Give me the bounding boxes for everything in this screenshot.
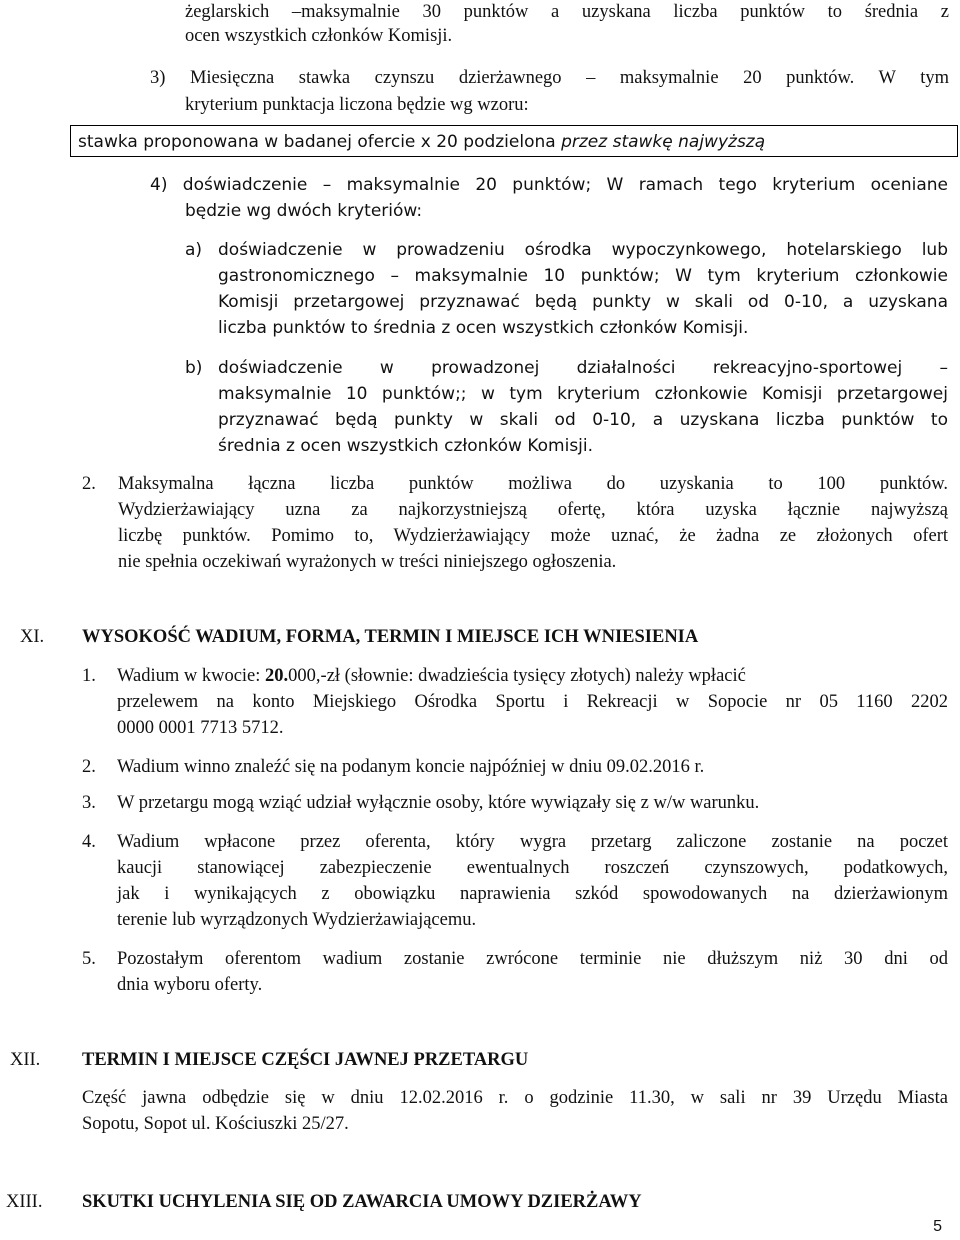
xi-item-3-number: 3. (82, 793, 96, 813)
criterion-4-line: 4) doświadczenie – maksymalnie 20 punktów; W ramach tego kryterium oceniane (150, 175, 948, 195)
xi-item-1-line: 0000 0001 7713 5712. (117, 718, 284, 738)
point-2-line: liczbę punktów. Pomimo to, Wydzierżawiający może uznać, że żadna ze złożonych ofert (118, 526, 948, 546)
xi-item-5-line: Pozostałym oferentom wadium zostanie zwrócone terminie nie dłuższym niż 30 dni od (117, 949, 948, 969)
criterion-2-line: ocen wszystkich członków Komisji. (185, 26, 453, 46)
item-b-line: średnia z ocen wszystkich członków Komisji. (218, 436, 594, 456)
criterion-3-line: 3) Miesięczna stawka czynszu dzierżawnego – maksymalnie 20 punktów. W tym (150, 68, 949, 88)
item-a-line: liczba punktów to średnia z ocen wszystkich członków Komisji. (218, 318, 749, 338)
xi-item-4-line: kaucji stanowiącej zabezpieczenie ewentualnych roszczeń czynszowych, podatkowych, (117, 858, 948, 878)
xi-item-4-number: 4. (82, 832, 96, 852)
formula (78, 130, 765, 154)
xi-item-4-line: Wadium wpłacone przez oferenta, który wygra przetarg zaliczone zostanie na poczet (117, 832, 948, 852)
criterion-4-line: będzie wg dwóch kryteriów: (185, 201, 423, 221)
formula-italic: przez stawkę najwyższą (561, 132, 766, 152)
item-b-line: maksymalnie 10 punktów;; w tym kryterium członkowie Komisji przetargowej (218, 384, 948, 404)
item-b-label: b) (185, 358, 203, 378)
section-xii-title: TERMIN I MIEJSCE CZĘŚCI JAWNEJ PRZETARGU (82, 1050, 529, 1070)
xi-item-4-line: terenie lub wyrządzonych Wydzierżawiającemu. (117, 910, 477, 930)
xi-item-4-line: jak i wynikających z obowiązku naprawienia szkód spowodowanych na dzierżawionym (117, 884, 948, 904)
section-xii-line: Część jawna odbędzie się w dniu 12.02.2016 r. o godzinie 11.30, w sali nr 39 Urzędu Miasta (82, 1088, 948, 1108)
formula-box-top (70, 125, 958, 126)
xi-item-1-line: przelewem na konto Miejskiego Ośrodka Sportu i Rekreacji w Sopocie nr 05 1160 2202 (117, 692, 948, 712)
xi-item-1-bold: 20. (265, 666, 289, 686)
xi-item-1-text: Wadium w kwocie: (117, 666, 266, 686)
point-2-line: nie spełnia oczekiwań wyrażonych w treści niniejszego ogłoszenia. (118, 552, 617, 572)
section-xi-number: XI. (20, 627, 45, 647)
formula-text: stawka proponowana w badanej ofercie x 20 podzielona (78, 132, 562, 152)
item-a-line: gastronomicznego – maksymalnie 10 punktów; W tym kryterium członkowie (218, 266, 948, 286)
formula-box-bottom (70, 156, 958, 157)
formula-box-right (957, 126, 958, 156)
item-a-line: Komisji przetargowej przyznawać będą punkty w skali od 0-10, a uzyskana (218, 292, 948, 312)
item-b-line: doświadczenie w prowadzonej działalności rekreacyjno-sportowej – (218, 358, 948, 378)
page-number: 5 (933, 1218, 942, 1235)
xi-item-3-line: W przetargu mogą wziąć udział wyłącznie osoby, które wywiązały się z w/w warunku. (117, 793, 760, 813)
point-2-number: 2. (82, 474, 96, 494)
xi-item-1-line (117, 664, 948, 688)
section-xii-line: Sopotu, Sopot ul. Kościuszki 25/27. (82, 1114, 349, 1134)
item-a-label: a) (185, 240, 203, 260)
section-xii-number: XII. (10, 1050, 41, 1070)
xi-item-5-line: dnia wyboru oferty. (117, 975, 263, 995)
criterion-3-line: kryterium punktacja liczona będzie wg wzoru: (185, 95, 529, 115)
xi-item-1-number: 1. (82, 666, 96, 686)
point-2-line: Maksymalna łączna liczba punktów możliwa do uzyskania to 100 punktów. (118, 474, 948, 494)
section-xi-title: WYSOKOŚĆ WADIUM, FORMA, TERMIN I MIEJSCE ICH WNIESIENIA (82, 627, 699, 647)
xi-item-2-number: 2. (82, 757, 96, 777)
section-xiii-number: XIII. (6, 1192, 43, 1212)
point-2-line: Wydzierżawiający uzna za najkorzystniejszą ofertę, która uzyska łącznie najwyższą (118, 500, 948, 520)
item-b-line: przyznawać będą punkty w skali od 0-10, a uzyskana liczba punktów to (218, 410, 948, 430)
xi-item-2-line: Wadium winno znaleźć się na podanym koncie najpóźniej w dniu 09.02.2016 r. (117, 757, 705, 777)
item-a-line: doświadczenie w prowadzeniu ośrodka wypoczynkowego, hotelarskiego lub (218, 240, 948, 260)
section-xiii-title: SKUTKI UCHYLENIA SIĘ OD ZAWARCIA UMOWY DZIERŻAWY (82, 1192, 642, 1212)
formula-box-left (70, 126, 71, 156)
xi-item-5-number: 5. (82, 949, 96, 969)
xi-item-1-text-cont: 000,-zł (słownie: dwadzieścia tysięcy złotych) należy wpłacić (288, 666, 746, 686)
criterion-2-line: żeglarskich –maksymalnie 30 punktów a uzyskana liczba punktów to średnia z (185, 2, 949, 22)
